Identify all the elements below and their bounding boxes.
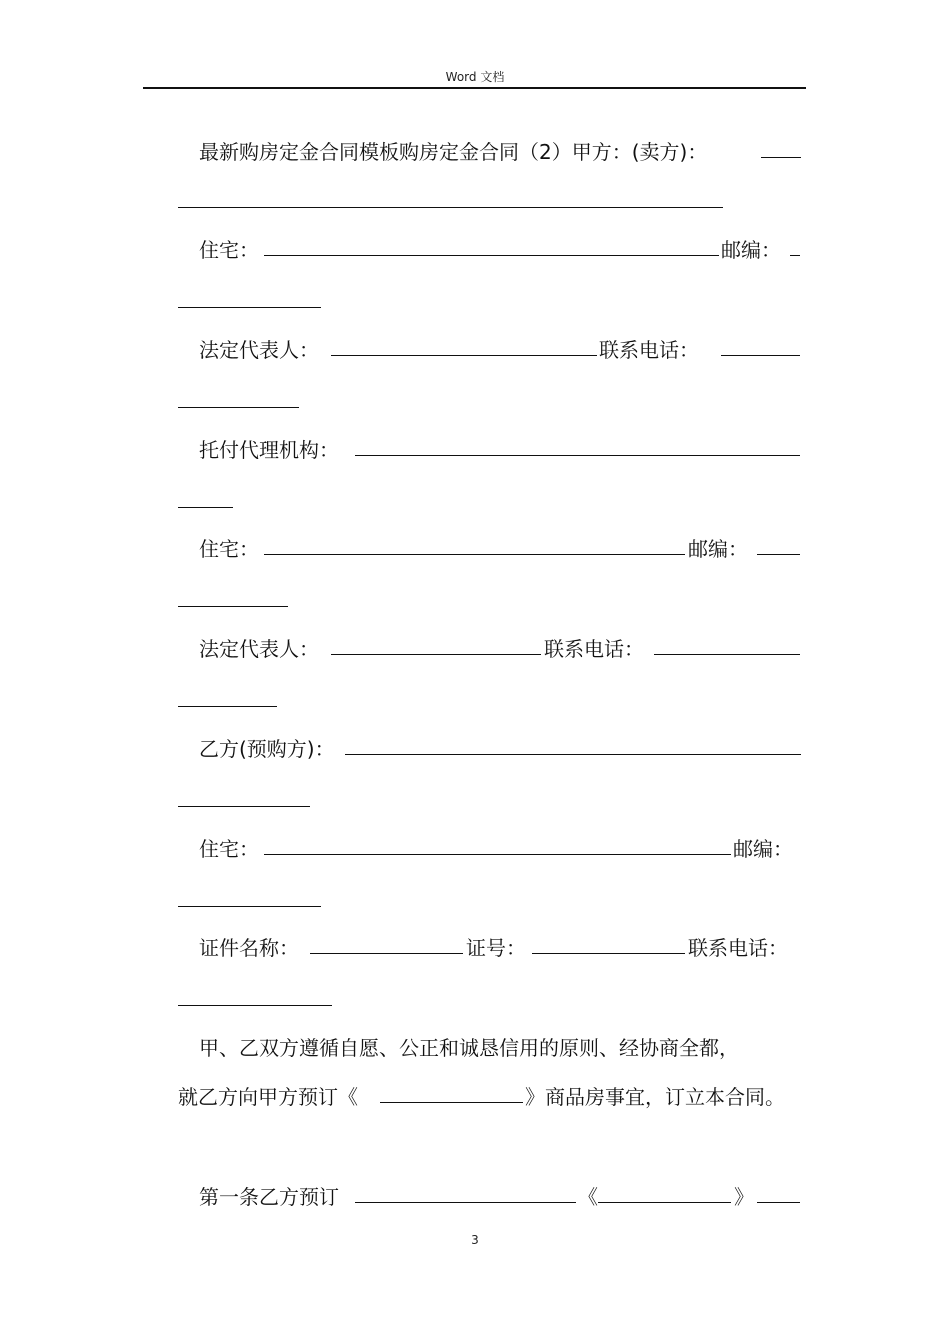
agent-agency-label: 托付代理机构： (199, 438, 339, 462)
phone-blank-cont (178, 407, 299, 408)
address-blank (264, 854, 731, 855)
party-b-buyer-line (0, 732, 950, 766)
agent-agency-blank (355, 455, 800, 456)
phone-blank (654, 654, 800, 655)
article-one-blank-1 (355, 1202, 576, 1203)
address-label: 住宅： (199, 238, 259, 262)
postcode-blank (757, 554, 800, 555)
id-type-label: 证件名称： (199, 936, 299, 960)
party-a-address-line (0, 233, 950, 267)
party-b-buyer-label: 乙方(预购方)： (199, 737, 335, 761)
document-header-label: Word 文档 (445, 70, 505, 84)
property-name-blank (380, 1102, 523, 1103)
party-a-seller-line (0, 135, 950, 169)
party-a-name-blank (761, 157, 801, 158)
continuation-line (0, 285, 950, 319)
article-one-blank-3 (757, 1202, 800, 1203)
continuation-line (0, 983, 950, 1017)
phone-blank (721, 355, 800, 356)
phone-label: 联系电话： (599, 338, 699, 362)
party-b-id-line (0, 931, 950, 965)
continuation-line (0, 185, 950, 219)
open-title-bracket: 《 (578, 1185, 598, 1209)
postcode-label: 邮编： (721, 238, 781, 262)
party-b-name-blank-cont (178, 806, 310, 807)
continuation-line (0, 784, 950, 818)
id-number-blank (532, 953, 685, 954)
legal-representative-blank (331, 654, 541, 655)
header-divider (143, 87, 806, 89)
id-type-blank (310, 953, 463, 954)
continuation-line (0, 884, 950, 918)
address-label: 住宅： (199, 837, 259, 861)
agent-agency-blank-cont (178, 507, 233, 508)
continuation-line (0, 584, 950, 618)
article-one-label: 第一条乙方预订 (199, 1185, 339, 1209)
legal-representative-label: 法定代表人： (199, 637, 319, 661)
id-number-label: 证号： (466, 936, 526, 960)
party-a-representative-line (0, 333, 950, 367)
page-number: 3 (471, 1233, 479, 1247)
address-blank (264, 554, 685, 555)
continuation-line (0, 485, 950, 519)
legal-representative-label: 法定代表人： (199, 338, 319, 362)
phone-blank-cont (178, 706, 277, 707)
postcode-blank-cont (178, 906, 321, 907)
continuation-line (0, 684, 950, 718)
postcode-blank (790, 255, 800, 256)
booking-matter-prefix: 就乙方向甲方预订《 (178, 1085, 358, 1109)
phone-label: 联系电话： (544, 637, 644, 661)
address-label: 住宅： (199, 537, 259, 561)
postcode-blank-cont (178, 606, 288, 607)
party-a-name-blank-cont (178, 207, 723, 208)
article-one-line (0, 1180, 950, 1214)
agent-representative-line (0, 632, 950, 666)
agent-address-line (0, 532, 950, 566)
party-b-name-blank (345, 754, 801, 755)
address-blank (264, 255, 719, 256)
agent-agency-line (0, 433, 950, 467)
postcode-label: 邮编： (733, 837, 793, 861)
principle-paragraph-line-2 (0, 1080, 950, 1114)
postcode-blank-cont (178, 307, 321, 308)
article-one-blank-2 (598, 1202, 731, 1203)
party-b-address-line (0, 832, 950, 866)
principle-paragraph-text: 甲、乙双方遵循自愿、公正和诚恳信用的原则、经协商全都， (199, 1036, 739, 1060)
legal-representative-blank (331, 355, 597, 356)
party-a-seller-label: 最新购房定金合同模板购房定金合同（2）甲方：(卖方)： (199, 140, 708, 164)
continuation-line (0, 385, 950, 419)
phone-label: 联系电话： (688, 936, 788, 960)
postcode-label: 邮编： (688, 537, 748, 561)
booking-matter-suffix: 》商品房事宜，订立本合同。 (525, 1085, 785, 1109)
principle-paragraph-line-1 (0, 1031, 950, 1065)
phone-blank-cont (178, 1005, 332, 1006)
close-title-bracket: 》 (734, 1185, 754, 1209)
